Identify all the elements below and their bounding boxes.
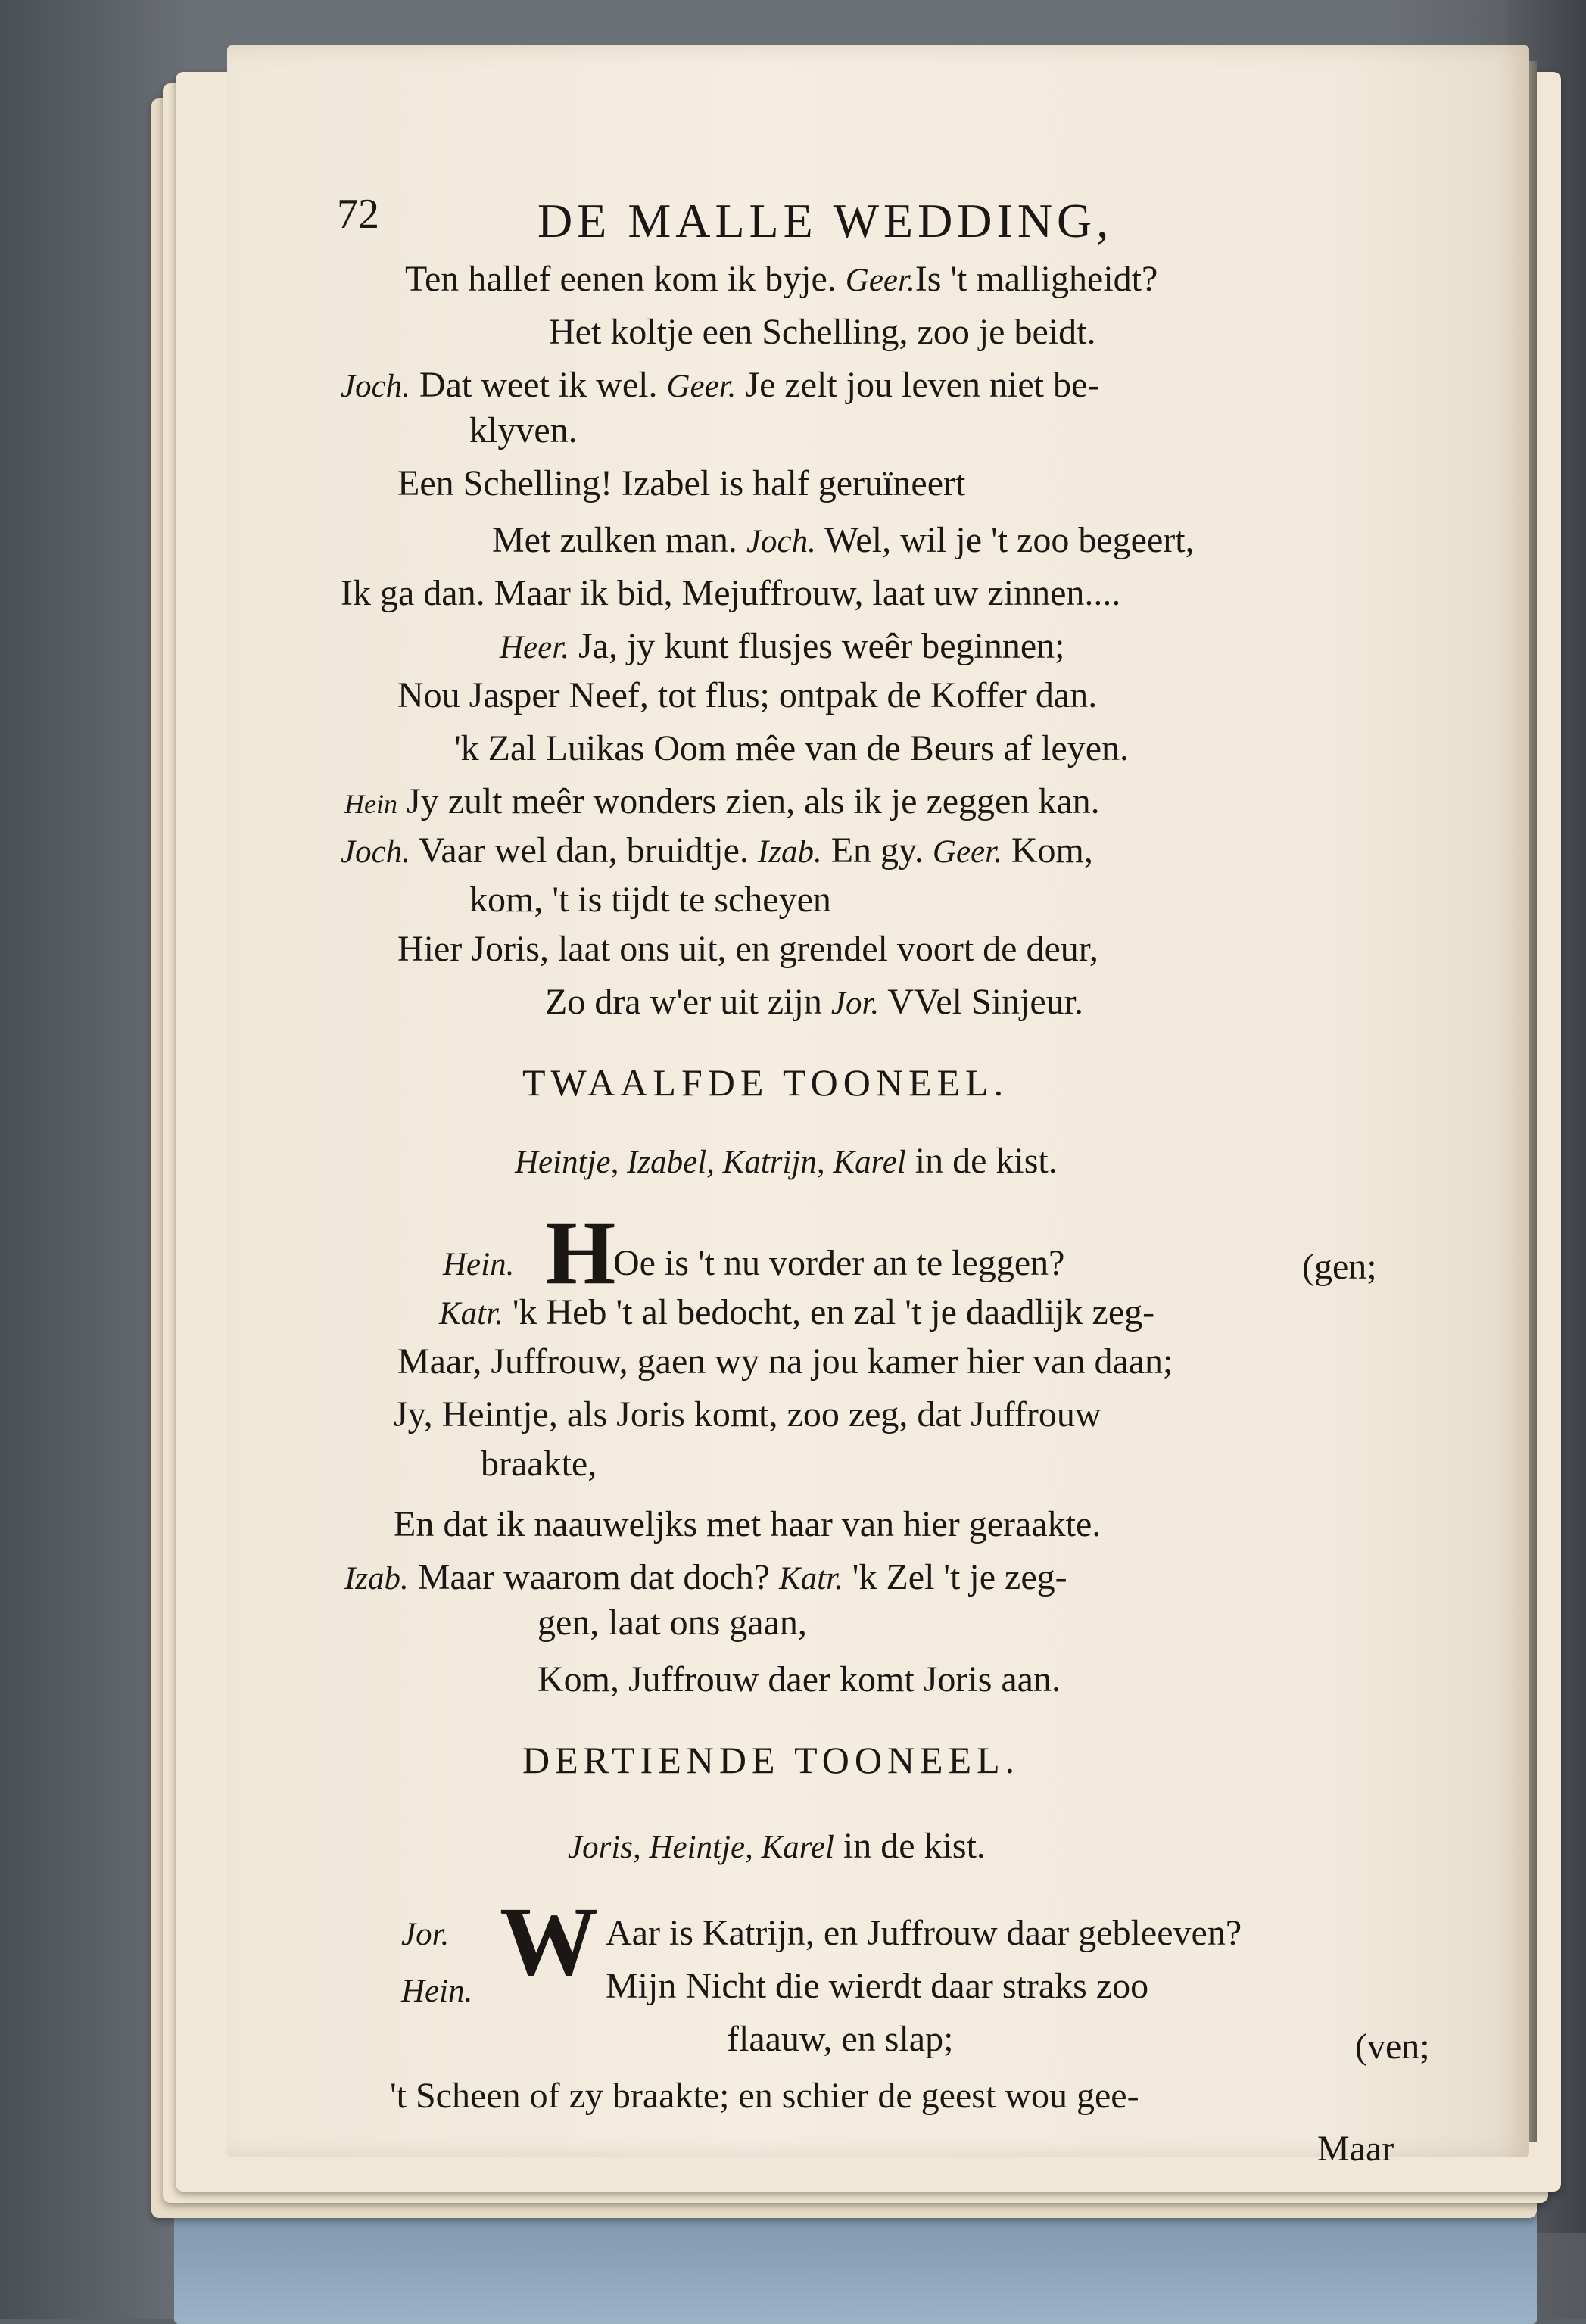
verse-line: gen, laat ons gaan, <box>537 1603 807 1643</box>
verse-line: braakte, <box>481 1444 597 1484</box>
verse-line: Hein. <box>401 1974 473 2009</box>
verse-line: Hein. <box>443 1247 515 1282</box>
verse-line: Jy, Heintje, als Joris komt, zoo zeg, dat Juffrouw <box>394 1394 1101 1435</box>
verse-line: Kom, Juffrouw daer komt Joris aan. <box>537 1659 1061 1699</box>
verse-line: Ik ga dan. Maar ik bid, Mejuffrouw, laat uw zinnen.... <box>341 573 1121 613</box>
verse-line: Met zulken man. Joch. Wel, wil je 't zoo begeert, <box>492 520 1195 560</box>
verse-line: 'k Zal Luikas Oom mêe van de Beurs af leyen. <box>454 728 1130 768</box>
verse-line: Het koltje een Schelling, zoo je beidt. <box>549 312 1096 352</box>
verse-line: En dat ik naauweljks met haar van hier geraakte. <box>394 1504 1101 1544</box>
verse-line: Hier Joris, laat ons uit, en grendel voort de deur, <box>397 929 1098 969</box>
scene-title: DERTIENDE TOONEEL. <box>522 1739 1020 1781</box>
verse-line: klyven. <box>469 410 578 450</box>
drop-initial: W <box>500 1887 598 1996</box>
page-number: 72 <box>337 191 379 238</box>
catchword: Maar <box>1317 2129 1394 2169</box>
verse-line: Heer. Ja, jy kunt flusjes weêr beginnen; <box>500 626 1065 666</box>
verse-line: flaauw, en slap; <box>727 2019 954 2059</box>
verse-line: (gen; <box>1302 1247 1377 1287</box>
verse-line: Ten hallef eenen kom ik byje. Geer.Is 't malligheidt? <box>405 259 1158 299</box>
verse-line: Mijn Nicht die wierdt daar straks zoo <box>606 1966 1149 2006</box>
verse-line: Jor. <box>401 1917 450 1952</box>
verse-line: Joch. Vaar wel dan, bruidtje. Izab. En gy. Geer. Kom, <box>341 830 1093 871</box>
verse-line: Oe is 't nu vorder an te leggen? <box>613 1243 1065 1283</box>
verse-line: Joch. Dat weet ik wel. Geer. Je zelt jou leven niet be- <box>341 365 1100 405</box>
scene-title: TWAALFDE TOONEEL. <box>522 1061 1009 1104</box>
running-title: DE MALLE WEDDING, <box>537 194 1114 248</box>
verse-line: 't Scheen of zy braakte; en schier de geest wou gee- <box>390 2076 1139 2116</box>
book-page <box>227 45 1529 2169</box>
verse-line: Nou Jasper Neef, tot flus; ontpak de Koffer dan. <box>397 675 1098 715</box>
verse-line: Katr. 'k Heb 't al bedocht, en zal 't je daadlijk zeg- <box>439 1292 1155 1332</box>
verse-line: Izab. Maar waarom dat doch? Katr. 'k Zel 't je zeg- <box>344 1557 1067 1597</box>
verse-line: kom, 't is tijdt te scheyen <box>469 880 831 920</box>
book-cover <box>174 2210 1537 2324</box>
verse-line: (ven; <box>1355 2026 1430 2067</box>
scene-cast: Heintje, Izabel, Katrijn, Karel in de kist. <box>515 1141 1058 1181</box>
verse-line: Maar, Juffrouw, gaen wy na jou kamer hier van daan; <box>397 1341 1173 1382</box>
drop-initial: H <box>545 1202 616 1303</box>
verse-line: Een Schelling! Izabel is half geruïneert <box>397 463 966 503</box>
verse-line: Zo dra w'er uit zijn Jor. VVel Sinjeur. <box>545 982 1083 1022</box>
verse-line: Hein Jy zult meêr wonders zien, als ik je zeggen kan. <box>344 781 1100 821</box>
verse-line: Aar is Katrijn, en Juffrouw daar gebleeven? <box>606 1913 1242 1953</box>
scene-cast: Joris, Heintje, Karel in de kist. <box>568 1826 986 1866</box>
